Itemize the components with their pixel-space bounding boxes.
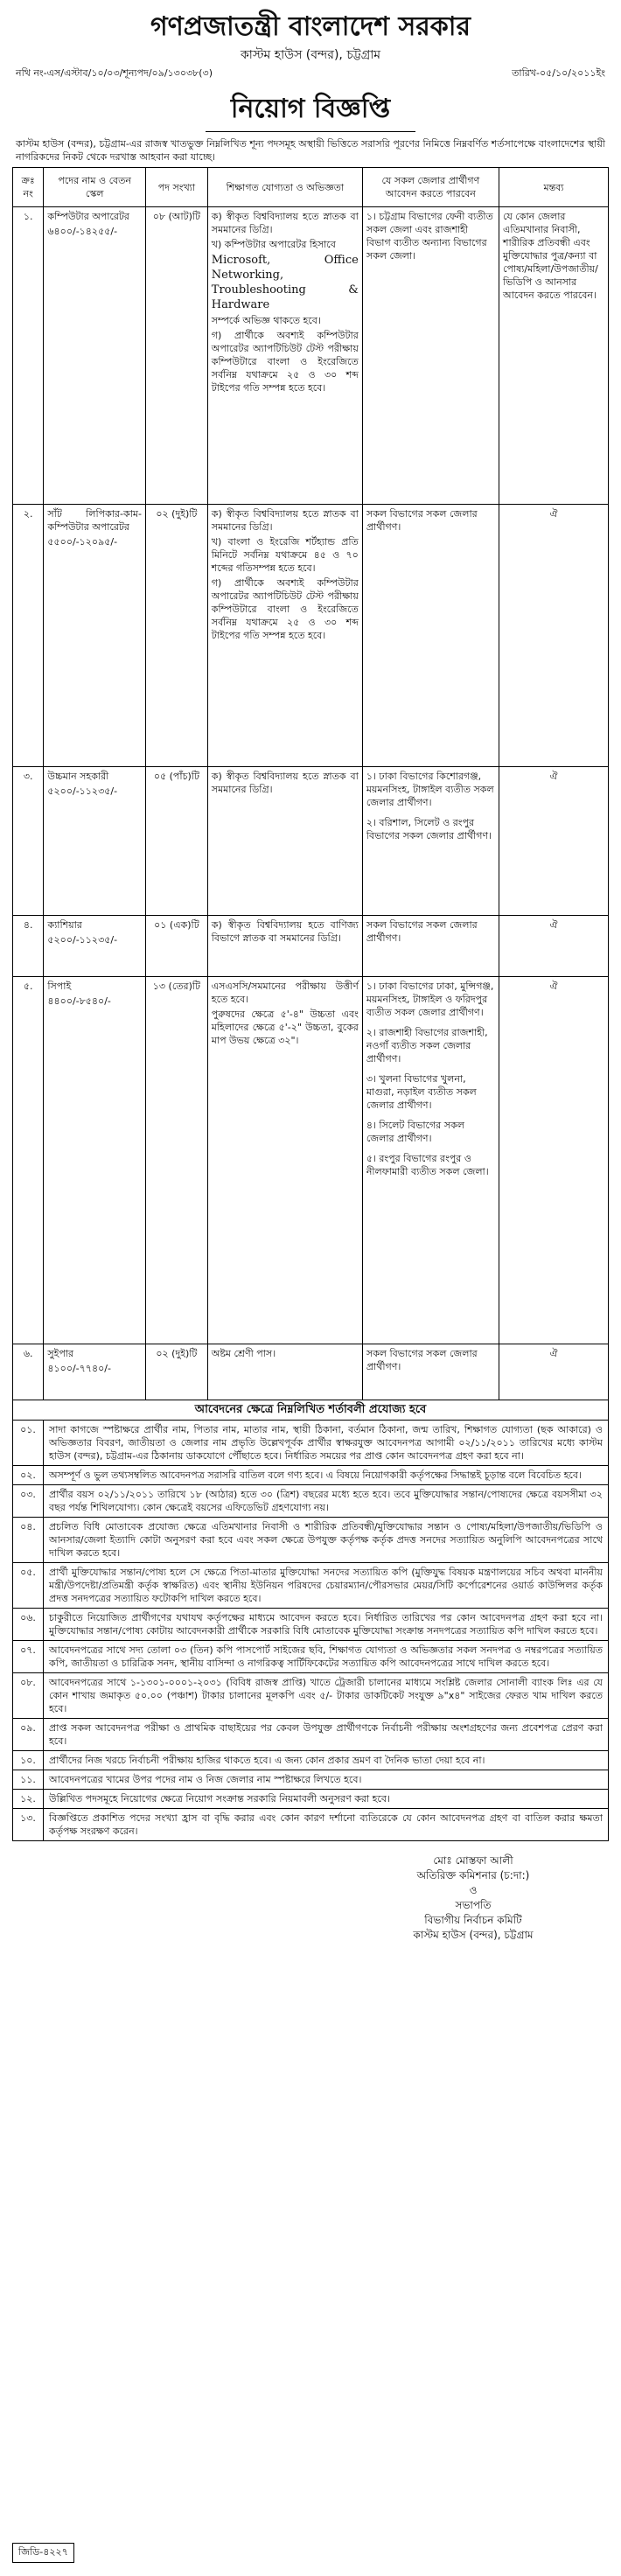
post-name: সাঁট লিপিকার-কাম-কম্পিউটার অপারেটর bbox=[47, 508, 142, 533]
cell-sl bbox=[13, 1344, 44, 1400]
header-district: যে সকল জেলার প্রার্থীগণ আবেদন করতে পারবেন bbox=[362, 168, 499, 207]
condition-item bbox=[13, 1518, 608, 1563]
condition-text: প্রাপ্ত সকল আবেদনপত্র পরীক্ষা ও প্রাথমিক বাছাইয়ের পর কেবল উপযুক্ত প্রার্থীগণকে নির্বাচনী পরীক্ষায় অংশগ্রহণের জন্য প্রবেশপত্র প্রেরণ করা হবে। bbox=[49, 1722, 603, 1747]
pay-scale: ৫২০০/-১১২৩৫/- bbox=[47, 934, 118, 946]
pay-scale: ৫৫০০/-১২০৯৫/- bbox=[47, 536, 118, 548]
qualification-line: গ) প্রার্থীকে অবশ্যই কম্পিউটার অপারেটর অ্যাপটিচিউট টেস্ট পরীক্ষায় কম্পিউটারে বাংলা ও ইংরেজিতে সর্বনিম্ন যথাক্রমে ২৫ ও ৩০ শব্দ টাইপের গতি সম্পন্ন হতে হবে। bbox=[211, 577, 359, 641]
office-name: কাস্টম হাউস (বন্দর), চট্টগ্রাম bbox=[240, 48, 381, 62]
district-line: ১। চট্টগ্রাম বিভাগের ফেনী ব্যতীত সকল জেলা এবং রাজশাহী বিভাগ ব্যতীত অন্যান্য বিভাগের সকল জেলা। bbox=[366, 211, 493, 262]
cell-qualification bbox=[207, 1344, 362, 1400]
cell-count bbox=[146, 977, 208, 1344]
signatory-and: ও bbox=[469, 1884, 478, 1896]
condition-text: বিজ্ঞপ্তিতে প্রকাশিত পদের সংখ্যা হ্রাস বা বৃদ্ধি করার এবং কোন কারণ দর্শানো ব্যতিরেকে যে কোন আবেদনপত্র গ্রহণ বা বাতিল করার ক্ষমতা কর্তৃপক্ষ সংরক্ষণ করেন। bbox=[49, 1812, 603, 1837]
condition-item bbox=[13, 1563, 608, 1609]
cell-sl bbox=[13, 977, 44, 1344]
post-name: কম্পিউটার অপারেটর bbox=[47, 211, 129, 222]
condition-number: ০৭. bbox=[13, 1641, 44, 1672]
cell-count bbox=[146, 916, 208, 977]
condition-text: প্রার্থী মুক্তিযোদ্ধার সন্তান/পোষ্য হলে সে ক্ষেত্রে পিতা-মাতার মুক্তিযোদ্ধা সনদের সত্যায়িত কপি (মুক্তিযুদ্ধ বিষয়ক মন্ত্রণালয়ের সচিব অথবা মাননীয় মন্ত্রী/উপদেষ্টা/প্রতিমন্ত্রী কর্তৃক স্বাক্ষরিত) এবং স্থানীয় ইউনিয়ন পরিষদের চেয়ারম্যান/পৌরসভার মেয়র/সিটি কর্পোরেশনের ওয়ার্ড কাউন্সিলর কর্তৃক প্রদত্ত সনদপত্রের সত্যায়িত ফটোকপি দাখিল করতে হবে। bbox=[49, 1567, 603, 1604]
signatory-committee: বিভাগীয় নির্বাচন কমিটি bbox=[424, 1914, 522, 1926]
district-line: সকল বিভাগের সকল জেলার প্রার্থীগণ। bbox=[366, 919, 478, 944]
reference-row bbox=[12, 65, 609, 82]
post-name: উচ্চমান সহকারী bbox=[47, 771, 109, 782]
cell-remarks bbox=[499, 916, 609, 977]
cell-post bbox=[44, 767, 146, 916]
intro-paragraph: কাস্টম হাউস (বন্দর), চট্টগ্রাম-এর রাজস্ব খাতভুক্ত নিম্নলিখিত শূন্য পদসমূহ অস্থায়ী ভিত্তিতে সরাসরি পূরণের নিমিত্তে নিম্নবর্ণিত শর্তসাপেক্ষে বাংলাদেশের স্থায়ী নাগরিকদের নিকট থেকে দরখাস্ত আহবান করা যাচ্ছে। bbox=[16, 138, 605, 163]
cell-district bbox=[362, 767, 499, 916]
cell-district bbox=[362, 207, 499, 505]
header-post: পদের নাম ও বেতন স্কেল bbox=[44, 168, 146, 207]
header-sl: ক্রঃ নং bbox=[13, 168, 44, 207]
condition-item bbox=[13, 1770, 608, 1790]
serial-number: ৫. bbox=[23, 981, 33, 992]
cell-remarks bbox=[499, 505, 609, 767]
post-count: ০৫ (পাঁচ)টি bbox=[153, 771, 199, 782]
condition-text: আবেদনপত্রের সাথে ১-১৩০১-০০০১-২০৩১ (বিবিধ রাজস্ব প্রাপ্তি) খাতে ট্রেজারী চালানের মাধ্যমে সংশ্লিষ্ট জেলার সোনালী ব্যাংক লিঃ এর যে কোন শাখায় জমাকৃত ৫০.০০ (পঞ্চাশ) টাকার চালানের মূলকপি এবং ৫/- টাকার ডাকটিকেট সংযুক্ত ৯"x৪" সাইজের ফেরত খাম দাখিল করতে হবে। bbox=[49, 1677, 603, 1714]
cell-remarks bbox=[499, 977, 609, 1344]
condition-item bbox=[13, 1790, 608, 1809]
district-line: সকল বিভাগের সকল জেলার প্রার্থীগণ। bbox=[366, 1348, 478, 1372]
serial-number: ৩. bbox=[23, 771, 33, 782]
qualification-line: খ) কম্পিউটার অপারেটর হিসাবে bbox=[211, 239, 336, 250]
condition-item bbox=[13, 1421, 608, 1466]
table-row bbox=[13, 1344, 609, 1400]
remarks-text: যে কোন জেলার এতিমখানার নিবাসী, শারীরিক প্রতিবন্ধী এবং মুক্তিযোদ্ধার পুত্র/কন্যা বা পোষ্য/মহিলা/উপজাতীয়/ভিডিপি ও আনসার আবেদন করতে পারবেন। bbox=[503, 211, 598, 301]
cell-qualification bbox=[207, 767, 362, 916]
qualification-line: গ) প্রার্থীকে অবশ্যই কম্পিউটার অপারেটর অ্যাপটিচিউট টেস্ট পরীক্ষায় কম্পিউটারে বাংলা ও ইংরেজিতে সর্বনিম্ন যথাক্রমে ২৫ ও ৩০ শব্দ টাইপের গতি সম্পন্ন হতে হবে। bbox=[211, 330, 359, 394]
condition-number: ১২. bbox=[13, 1790, 44, 1808]
condition-number: ১৩. bbox=[13, 1809, 44, 1840]
condition-number: ১১. bbox=[13, 1770, 44, 1789]
pay-scale: ৪১০০/-৭৭৪০/- bbox=[47, 1363, 111, 1374]
condition-item bbox=[13, 1673, 608, 1719]
cell-post bbox=[44, 916, 146, 977]
conditions-title: আবেদনের ক্ষেত্রে নিম্নলিখিত শর্তাবলী প্রযোজ্য হবে bbox=[12, 1400, 609, 1421]
pay-scale: ৫২০০/-১১২৩৫/- bbox=[47, 785, 118, 797]
qualification-line: ক) স্বীকৃত বিশ্ববিদ্যালয় হতে স্নাতক বা সমমানের ডিগ্রি। bbox=[211, 508, 359, 533]
qualification-line: খ) বাংলা ও ইংরেজি শর্টহ্যান্ড প্রতি মিনিটে সর্বনিম্ন যথাক্রমে ৪৫ ও ৭০ শব্দের গতিসম্পন্ন হতে হবে। bbox=[211, 536, 359, 574]
cell-sl bbox=[13, 505, 44, 767]
qualification-line: এসএসসি/সমমানের পরীক্ষায় উত্তীর্ণ হতে হবে। bbox=[211, 981, 359, 1005]
cell-post bbox=[44, 1344, 146, 1400]
condition-number: ০৯. bbox=[13, 1719, 44, 1750]
notice-page bbox=[12, 9, 609, 2563]
serial-number: ২. bbox=[23, 508, 33, 520]
district-line: ৫। রংপুর বিভাগের রংপুর ও নীলফামারী ব্যতীত সকল জেলা। bbox=[366, 1153, 489, 1177]
post-name: সুইপার bbox=[47, 1348, 74, 1359]
header-qualification: শিক্ষাগত যোগ্যতা ও অভিজ্ঞতা bbox=[207, 168, 362, 207]
qualification-line: ক) স্বীকৃত বিশ্ববিদ্যালয় হতে বাণিজ্য বিভাগে স্নাতক বা সমমানের ডিগ্রি। bbox=[211, 919, 359, 944]
post-name: সিপাই bbox=[47, 981, 72, 992]
serial-number: ১. bbox=[23, 211, 33, 222]
table-header-row bbox=[13, 168, 609, 207]
cell-remarks bbox=[499, 1344, 609, 1400]
pay-scale: ৬৪০০/-১৪২৫৫/- bbox=[47, 226, 118, 237]
memo-number: নথি নং-এস/এস্টাব/১০/০৩/শূন্যপদ/০৯/১৩০৩৮(৩) bbox=[16, 67, 213, 79]
condition-number: ১০. bbox=[13, 1751, 44, 1770]
condition-item bbox=[13, 1485, 608, 1518]
qualification-line: অষ্টম শ্রেণী পাস। bbox=[211, 1348, 276, 1359]
district-line: ২। বরিশাল, সিলেট ও রংপুর বিভাগের সকল জেলার প্রার্থীগণ। bbox=[366, 817, 492, 841]
condition-number: ০৮. bbox=[13, 1673, 44, 1718]
post-name: ক্যাশিয়ার bbox=[47, 919, 82, 931]
cell-remarks bbox=[499, 767, 609, 916]
condition-text: আবেদনপত্রের খামের উপর পদের নাম ও নিজ জেলার নাম স্পষ্টাক্ষরে লিখতে হবে। bbox=[49, 1774, 362, 1785]
cell-count bbox=[146, 207, 208, 505]
cell-count bbox=[146, 505, 208, 767]
post-count: ০১ (এক)টি bbox=[154, 919, 199, 931]
post-count: ০২ (দুই)টি bbox=[156, 508, 198, 520]
serial-number: ৬. bbox=[23, 1348, 33, 1359]
qualification-line: ক) স্বীকৃত বিশ্ববিদ্যালয় হতে স্নাতক বা সমমানের ডিগ্রি। bbox=[211, 211, 359, 235]
condition-number: ০৬. bbox=[13, 1609, 44, 1640]
condition-item bbox=[13, 1751, 608, 1770]
qualification-line: Microsoft, Office Networking, Troubleshooting & Hardware bbox=[211, 254, 359, 311]
remarks-text: ঐ bbox=[549, 981, 558, 992]
cell-count bbox=[146, 767, 208, 916]
condition-text: চাকুরীতে নিয়োজিত প্রার্থীগণের যথাযথ কর্তৃপক্ষের মাধ্যমে আবেদন করতে হবে। নির্ধারিত তারিখের পর কোন আবেদনপত্র গ্রহণ করা হবে না। মুক্তিযোদ্ধার সন্তান/পোষ্য কোটায় আবেদনকারী প্রার্থীকে সরকারি বিধি মোতাবেক মুক্তিযোদ্ধা সংক্রান্ত সনদপত্রের সত্যায়িত কপি দাখিল করতে হবে। bbox=[49, 1612, 603, 1637]
remarks-text: ঐ bbox=[549, 508, 558, 520]
qualification-line: সম্পর্কে অভিজ্ঞ থাকতে হবে। bbox=[211, 315, 321, 326]
table-row bbox=[13, 505, 609, 767]
condition-text: প্রার্থীদের নিজ খরচে নির্বাচনী পরীক্ষায় হাজির থাকতে হবে। এ জন্য কোন প্রকার ভ্রমণ বা দৈনিক ভাতা দেয়া হবে না। bbox=[49, 1755, 485, 1766]
condition-item bbox=[13, 1809, 608, 1840]
condition-number: ০৩. bbox=[13, 1485, 44, 1517]
condition-text: প্রচলিত বিধি মোতাবেক প্রযোজ্য ক্ষেত্রে এতিমখানার নিবাসী ও শারীরিক প্রতিবন্ধী/মুক্তিযোদ্ধার সন্তান ও পোষ্য/মহিলা/উপজাতীয়/ভিডিপি ও আনসার/জেলা ইত্যাদি কোটা অনুসরণ করা হবে এবং সকল ক্ষেত্রে উপযুক্ত কর্তৃপক্ষ কর্তৃক প্রদত্ত সনদের সত্যায়িত অনুলিপি আবেদনপত্রের সাথে দাখিল করতে হবে। bbox=[49, 1521, 603, 1559]
condition-text: উল্লিখিত পদসমূহে নিয়োগের ক্ষেত্রে নিয়োগ সংক্রান্ত সরকারি নিয়মাবলী অনুসরণ করা হবে। bbox=[49, 1793, 390, 1805]
condition-text: সাদা কাগজে স্পষ্টাক্ষরে প্রার্থীর নাম, পিতার নাম, মাতার নাম, স্থায়ী ঠিকানা, বর্তমান ঠিকানা, জন্ম তারিখ, শিক্ষাগত যোগ্যতা (ছক আকারে) ও অভিজ্ঞতার বিবরণ, জাতীয়তা ও জেলার নাম প্রভৃতি উল্লেখপূর্বক প্রার্থীর স্বাক্ষরযুক্ত আবেদনপত্র আগামী ০২/১১/২০১১ তারিখের মধ্যে কাস্টম হাউস (বন্দর), চট্টগ্রাম-এর ঠিকানায় ডাকযোগে পৌঁছাতে হবে। নির্ধারিত সময়ের পর প্রাপ্ত কোন আবেদনপত্র গ্রহণ করা হবে না। bbox=[49, 1424, 603, 1462]
signature-block bbox=[373, 1853, 574, 1943]
condition-number: ০১. bbox=[13, 1421, 44, 1465]
government-title: গণপ্রজাতন্ত্রী বাংলাদেশ সরকার bbox=[150, 11, 471, 42]
district-line: ৩। খুলনা বিভাগের খুলনা, মাগুরা, নড়াইল ব্যতীত সকল জেলার প্রার্থীগণ। bbox=[366, 1073, 477, 1111]
serial-number: ৪. bbox=[23, 919, 33, 931]
cell-qualification bbox=[207, 977, 362, 1344]
cell-sl bbox=[13, 207, 44, 505]
cell-district bbox=[362, 1344, 499, 1400]
district-line: ২। রাজশাহী বিভাগের রাজশাহী, নওগাঁ ব্যতীত সকল জেলার প্রার্থীগণ। bbox=[366, 1027, 488, 1065]
cell-sl bbox=[13, 767, 44, 916]
cell-qualification bbox=[207, 505, 362, 767]
pay-scale: ৪৪০০/-৮৫৪০/- bbox=[47, 995, 111, 1007]
notice-title: নিয়োগ বিজ্ঞপ্তি bbox=[206, 87, 415, 132]
remarks-text: ঐ bbox=[549, 919, 558, 931]
qualification-line: ক) স্বীকৃত বিশ্ববিদ্যালয় হতে স্নাতক বা সমমানের ডিগ্রি। bbox=[211, 771, 359, 795]
condition-number: ০৪. bbox=[13, 1518, 44, 1562]
condition-text: অসম্পূর্ণ ও ভুল তথ্যসম্বলিত আবেদনপত্র সরাসরি বাতিল বলে গণ্য হবে। এ বিষয়ে নিয়োগকারী কর্তৃপক্ষের সিদ্ধান্তই চূড়ান্ত বলে বিবেচিত হবে। bbox=[49, 1470, 582, 1481]
condition-text: প্রার্থীর বয়স ০২/১১/২০১১ তারিখে ১৮ (আঠার) হতে ৩০ (ত্রিশ) বছরের মধ্যে হতে হবে। তবে মুক্তিযোদ্ধার সন্তান/পোষ্যদের ক্ষেত্রে বয়সসীমা ৩২ বছর পর্যন্ত শিথিলযোগ্য। কোন ক্ষেত্রেই বয়সের এফিডেভিট গ্রহণযোগ্য নয়। bbox=[49, 1489, 603, 1513]
header-count: পদ সংখ্যা bbox=[146, 168, 208, 207]
condition-text: আবেদনপত্রের সাথে সদ্য তোলা ০৩ (তিন) কপি পাসপোর্ট সাইজের ছবি, শিক্ষাগত যোগ্যতা ও অভিজ্ঞতার সকল সনদপত্র ও নম্বরপত্রের সত্যায়িত কপি, জাতীয়তা ও চারিত্রিক সনদ, স্থানীয় বাসিন্দা ও নাগরিকত্ব সার্টিফিকেটের সত্যায়িত কপি আবেদনপত্রের সাথে দাখিল করতে হবে। bbox=[49, 1644, 603, 1669]
cell-post bbox=[44, 207, 146, 505]
cell-sl bbox=[13, 916, 44, 977]
cell-remarks bbox=[499, 207, 609, 505]
remarks-text: ঐ bbox=[549, 1348, 558, 1359]
cell-district bbox=[362, 916, 499, 977]
condition-number: ০২. bbox=[13, 1466, 44, 1484]
cell-post bbox=[44, 505, 146, 767]
signatory-office: কাস্টম হাউস (বন্দর), চট্টগ্রাম bbox=[413, 1929, 534, 1941]
signatory-name: মোঃ মোস্তফা আলী bbox=[433, 1854, 513, 1867]
table-row bbox=[13, 767, 609, 916]
post-count: ০৮ (আট)টি bbox=[152, 211, 201, 222]
gd-number: জিডি-৪২২৭ bbox=[12, 2543, 74, 2563]
posts-table bbox=[12, 167, 609, 1400]
conditions-list bbox=[12, 1421, 609, 1841]
remarks-text: ঐ bbox=[549, 771, 558, 782]
signatory-role: সভাপতি bbox=[455, 1899, 492, 1911]
notice-date: তারিখ-০৫/১০/২০১১ইং bbox=[512, 67, 605, 79]
cell-qualification bbox=[207, 916, 362, 977]
district-line: ১। ঢাকা বিভাগের ঢাকা, মুন্সিগঞ্জ, ময়মনসিংহ, টাঙ্গাইল ও ফরিদপুর ব্যতীত সকল জেলার প্রার্থীগণ। bbox=[366, 981, 494, 1018]
qualification-line: পুরুষদের ক্ষেত্রে ৫'-৪" উচ্চতা এবং মহিলাদের ক্ষেত্রে ৫'-২" উচ্চতা, বুকের মাপ উভয় ক্ষেত্রে ৩২"। bbox=[211, 1009, 359, 1046]
post-count: ০২ (দুই)টি bbox=[156, 1348, 198, 1359]
table-row bbox=[13, 977, 609, 1344]
post-count: ১৩ (তের)টি bbox=[152, 981, 201, 992]
cell-qualification bbox=[207, 207, 362, 505]
condition-item bbox=[13, 1609, 608, 1641]
signatory-title: অতিরিক্ত কমিশনার (চ:দা:) bbox=[416, 1869, 530, 1881]
condition-item bbox=[13, 1641, 608, 1673]
cell-post bbox=[44, 977, 146, 1344]
header-remarks: মন্তব্য bbox=[499, 168, 609, 207]
table-row bbox=[13, 916, 609, 977]
cell-count bbox=[146, 1344, 208, 1400]
district-line: ৪। সিলেট বিভাগের সকল জেলার প্রার্থীগণ। bbox=[366, 1120, 464, 1144]
condition-item bbox=[13, 1719, 608, 1751]
cell-district bbox=[362, 505, 499, 767]
condition-item bbox=[13, 1466, 608, 1485]
table-row bbox=[13, 207, 609, 505]
cell-district bbox=[362, 977, 499, 1344]
condition-number: ০৫. bbox=[13, 1563, 44, 1608]
district-line: ১। ঢাকা বিভাগের কিশোরগঞ্জ, ময়মনসিংহ, টাঙ্গাইল ব্যতীত সকল জেলার প্রার্থীগণ। bbox=[366, 771, 494, 808]
district-line: সকল বিভাগের সকল জেলার প্রার্থীগণ। bbox=[366, 508, 478, 533]
